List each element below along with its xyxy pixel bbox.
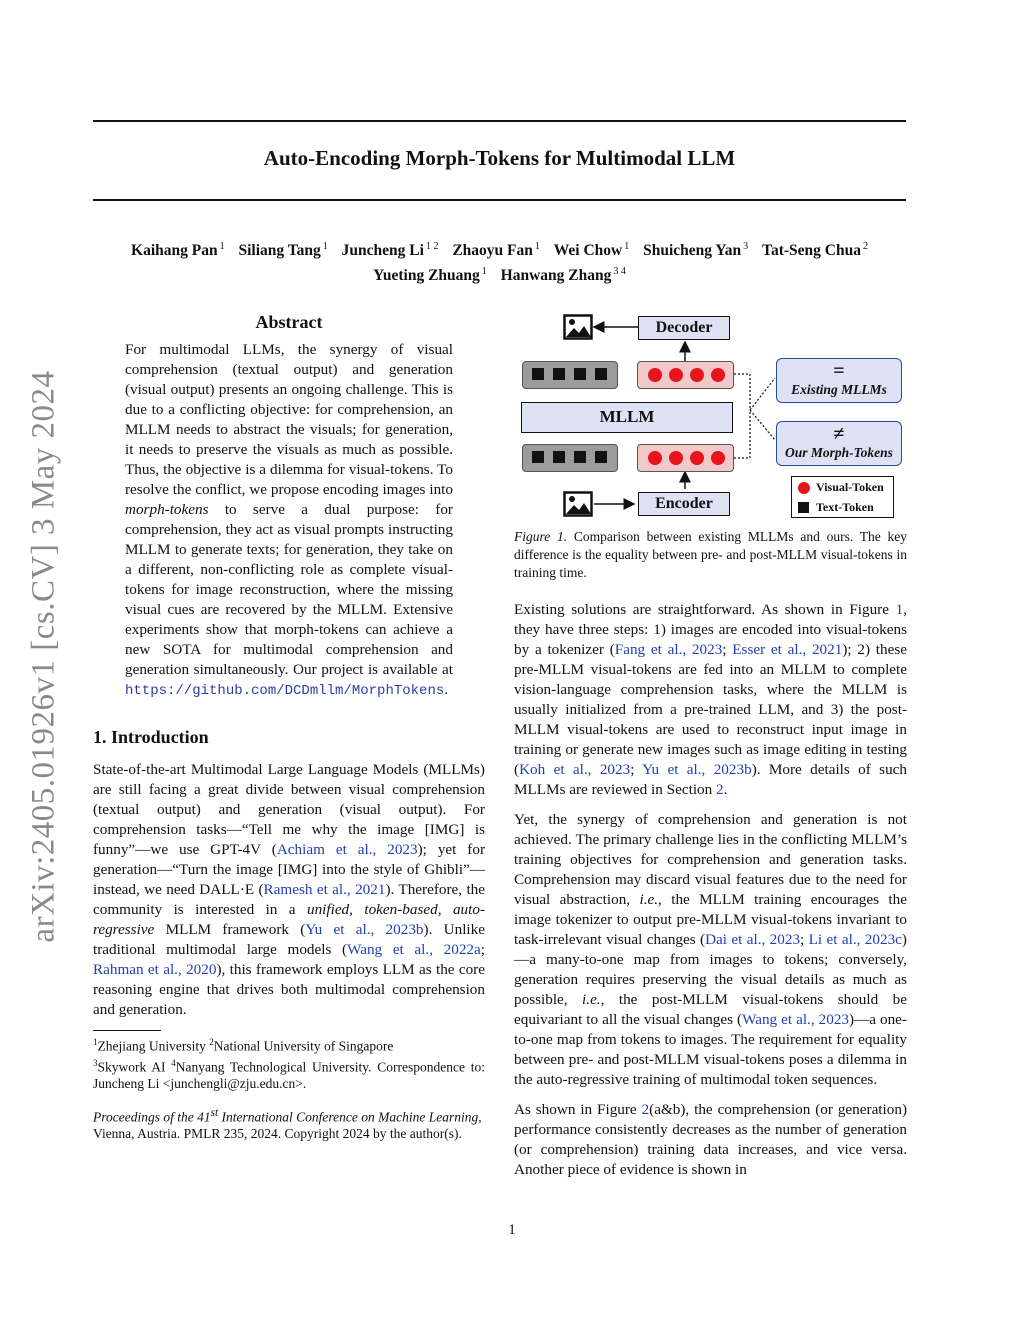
proceedings-note: Proceedings of the 41st International Conference on Machine Learning, Vienna, Austria. PMLR 235, 2024. Copyright 2024 by the author(s). <box>93 1106 482 1141</box>
body-paragraph: As shown in Figure 2(a&b), the comprehension (or generation) performance consistently decreases as the number of generation (or comprehension) training data increases, and vice versa. Another piece of evidence is shown in <box>514 1101 907 1178</box>
encoder-box: Encoder <box>638 492 730 516</box>
title-rule-bottom <box>93 199 906 201</box>
morph-tokens-label: Our Morph-Tokens <box>785 445 893 460</box>
figure-ref-link[interactable]: 1 <box>895 601 904 618</box>
affiliations-footnote: $^1$Zhejiang University $^2$National University of Singapore $^3$Skywork AI $^4$Nanyang Technological University. Correspondence to: Juncheng Li <junchengli@zju.edu.cn>. <box>93 1037 485 1091</box>
citation-link[interactable]: Rahman et al., 2020 <box>93 961 217 978</box>
existing-mllms-label: Existing MLLMs <box>791 382 887 397</box>
morph-tokens-box <box>776 421 902 466</box>
left-column <box>93 312 485 1142</box>
citation-link[interactable]: Fang et al., 2023 <box>614 641 723 658</box>
visual-token <box>690 368 704 382</box>
intro-paragraph: State-of-the-art Multimodal Large Language Models (MLLMs) are still facing a great divide between visual comprehension (textual output) and generation (visual output). For comprehension tasks—“Tell me why the image [IMG] is funny”—we use GPT-4V (Achiam et al., 2023); yet for generation—“Turn the image [IMG] into the style of Ghibli”—instead, we need DALL·E (Ramesh et al., 2021). Therefore, the community is interested in a unified, token-based, auto-regressive MLLM framework (Yu et al., 2023b). Unlike traditional multimodal large models (Wang et al., 2022a; Rahman et al., 2020), this framework employs LLM as the core reasoning engine that drives both multimodal comprehension and generation. <box>93 761 486 1018</box>
visual-token <box>648 368 662 382</box>
visual-token <box>711 451 725 465</box>
text-token <box>532 368 544 380</box>
author: Siliang Tang $^1$ <box>238 241 328 260</box>
text-token <box>595 368 607 380</box>
section-heading-introduction: 1. Introduction <box>93 727 209 747</box>
not-equal-icon: ≠ <box>833 423 845 445</box>
author: Hanwang Zhang $^{3 4}$ <box>500 266 626 285</box>
section-ref-link[interactable]: 2 <box>716 781 724 798</box>
decoder-box: Decoder <box>638 316 730 340</box>
author: Wei Chow $^1$ <box>553 241 630 260</box>
existing-mllms-box <box>776 358 902 403</box>
legend-visual-label: Visual-Token <box>816 480 884 494</box>
abstract-heading: Abstract <box>255 312 323 332</box>
visual-token-row <box>637 444 734 472</box>
text-token-row <box>522 361 618 389</box>
citation-link[interactable]: Achiam et al., 2023 <box>276 841 418 858</box>
visual-token <box>711 368 725 382</box>
visual-token <box>669 368 683 382</box>
citation-link[interactable]: Wang et al., 2023 <box>742 1011 850 1028</box>
visual-token-row <box>637 361 734 389</box>
arxiv-stamp: arXiv:2405.01926v1 [cs.CV] 3 May 2024 <box>25 370 62 943</box>
author: Juncheng Li $^{1 2}$ <box>341 241 439 260</box>
author: Zhaoyu Fan $^1$ <box>452 241 540 260</box>
figure-legend <box>791 476 894 518</box>
title-rule-top <box>93 120 906 122</box>
citation-link[interactable]: Esser et al., 2021 <box>732 641 843 658</box>
text-token <box>574 368 586 380</box>
image-icon <box>563 491 593 517</box>
visual-token-swatch <box>798 482 810 494</box>
author: Yueting Zhuang $^1$ <box>373 266 487 285</box>
visual-token <box>669 451 683 465</box>
page-number: 1 <box>508 1222 516 1238</box>
citation-link[interactable]: Wang et al., 2022a <box>347 941 481 958</box>
text-token <box>532 451 544 463</box>
abstract-text: For multimodal LLMs, the synergy of visual comprehension (textual output) and generation (visual output) presents an ongoing challenge. This is due to a conflicting objective: for comprehension, an MLLM needs to abstract the visuals; for generation, it needs to preserve the visuals as much as possible. Thus, the objective is a dilemma for visual-tokens. To resolve the conflict, we propose encoding images into morph-tokens to serve a dual purpose: for comprehension, they act as visual prompts instructing MLLM to generate texts; for generation, they take on a different, non-conflicting role as complete visual-tokens for image reconstruction, where the missing visual cues are recovered by the MLLM. Extensive experiments show that morph-tokens can achieve a new SOTA for multimodal comprehension and generation simultaneously. Our project is available at https://github.com/DCDmllm/MorphTokens. <box>125 341 453 699</box>
text-token <box>595 451 607 463</box>
citation-link[interactable]: Yu et al., 2023b <box>642 761 752 778</box>
body-paragraph: Yet, the synergy of comprehension and generation is not achieved. The primary challenge lies in the conflicting MLLM’s training objectives for comprehension and generation tasks. Comprehension may discard visual features due to the need for visual abstraction, i.e., the MLLM training encourages the image tokenizer to output pre-MLLM visual-tokens invariant to task-irrelevant visual changes (Dai et al., 2023; Li et al., 2023c)—a many-to-one map from images to tokens; conversely, generation requires preserving the visual details as much as possible, i.e., the post-MLLM visual-tokens should be equivariant to all the visual changes (Wang et al., 2023)—a one-to-one map from tokens to images. The requirement for equality between pre- and post-MLLM visual-tokens poses a dilemma in the auto-regressive training of multimodal token sequences. <box>514 811 907 1088</box>
right-column <box>514 312 907 1190</box>
visual-token <box>690 451 704 465</box>
citation-link[interactable]: Li et al., 2023c <box>808 931 902 948</box>
paper-title: Auto-Encoding Morph-Tokens for Multimodal LLM <box>263 146 736 170</box>
citation-link[interactable]: Yu et al., 2023b <box>305 921 424 938</box>
figure-1 <box>514 312 907 518</box>
text-token <box>574 451 586 463</box>
body-paragraph: Existing solutions are straightforward. As shown in Figure 1, they have three steps: 1) images are encoded into visual-tokens by a tokenizer (Fang et al., 2023; Esser et al., 2021); 2) these pre-MLLM visual-tokens are fed into an MLLM to complete vision-language comprehension tasks, where the MLLM is usually initialized from a pre-trained LLM, and 3) the post-MLLM visual-tokens are used to reconstruct input image in training or generate new images such as image editing in testing (Koh et al., 2023; Yu et al., 2023b). More details of such MLLMs are reviewed in Section 2. <box>514 601 908 798</box>
citation-link[interactable]: Dai et al., 2023 <box>705 931 801 948</box>
citation-link[interactable]: Ramesh et al., 2021 <box>263 881 386 898</box>
project-link[interactable]: https://github.com/DCDmllm/MorphTokens <box>125 683 445 699</box>
legend-text-label: Text-Token <box>816 500 874 514</box>
text-token <box>553 368 565 380</box>
text-token-row <box>522 444 618 472</box>
mllm-box: MLLM <box>521 402 733 433</box>
footnote-rule <box>93 1030 161 1031</box>
author: Kaihang Pan $^1$ <box>131 241 225 260</box>
author: Tat-Seng Chua $^2$ <box>762 241 868 260</box>
author-list <box>93 236 906 286</box>
author: Shuicheng Yan $^3$ <box>643 241 749 260</box>
text-token <box>553 451 565 463</box>
visual-token <box>648 451 662 465</box>
citation-link[interactable]: Koh et al., 2023 <box>519 761 631 778</box>
figure-caption: Figure 1. Comparison between existing MLLMs and ours. The key difference is the equality between pre- and post-MLLM visual-tokens in training time. <box>514 529 907 580</box>
figure-ref-link[interactable]: 2 <box>641 1101 650 1118</box>
equal-icon: = <box>833 360 845 382</box>
image-icon <box>563 314 593 340</box>
text-token-swatch <box>798 502 809 513</box>
